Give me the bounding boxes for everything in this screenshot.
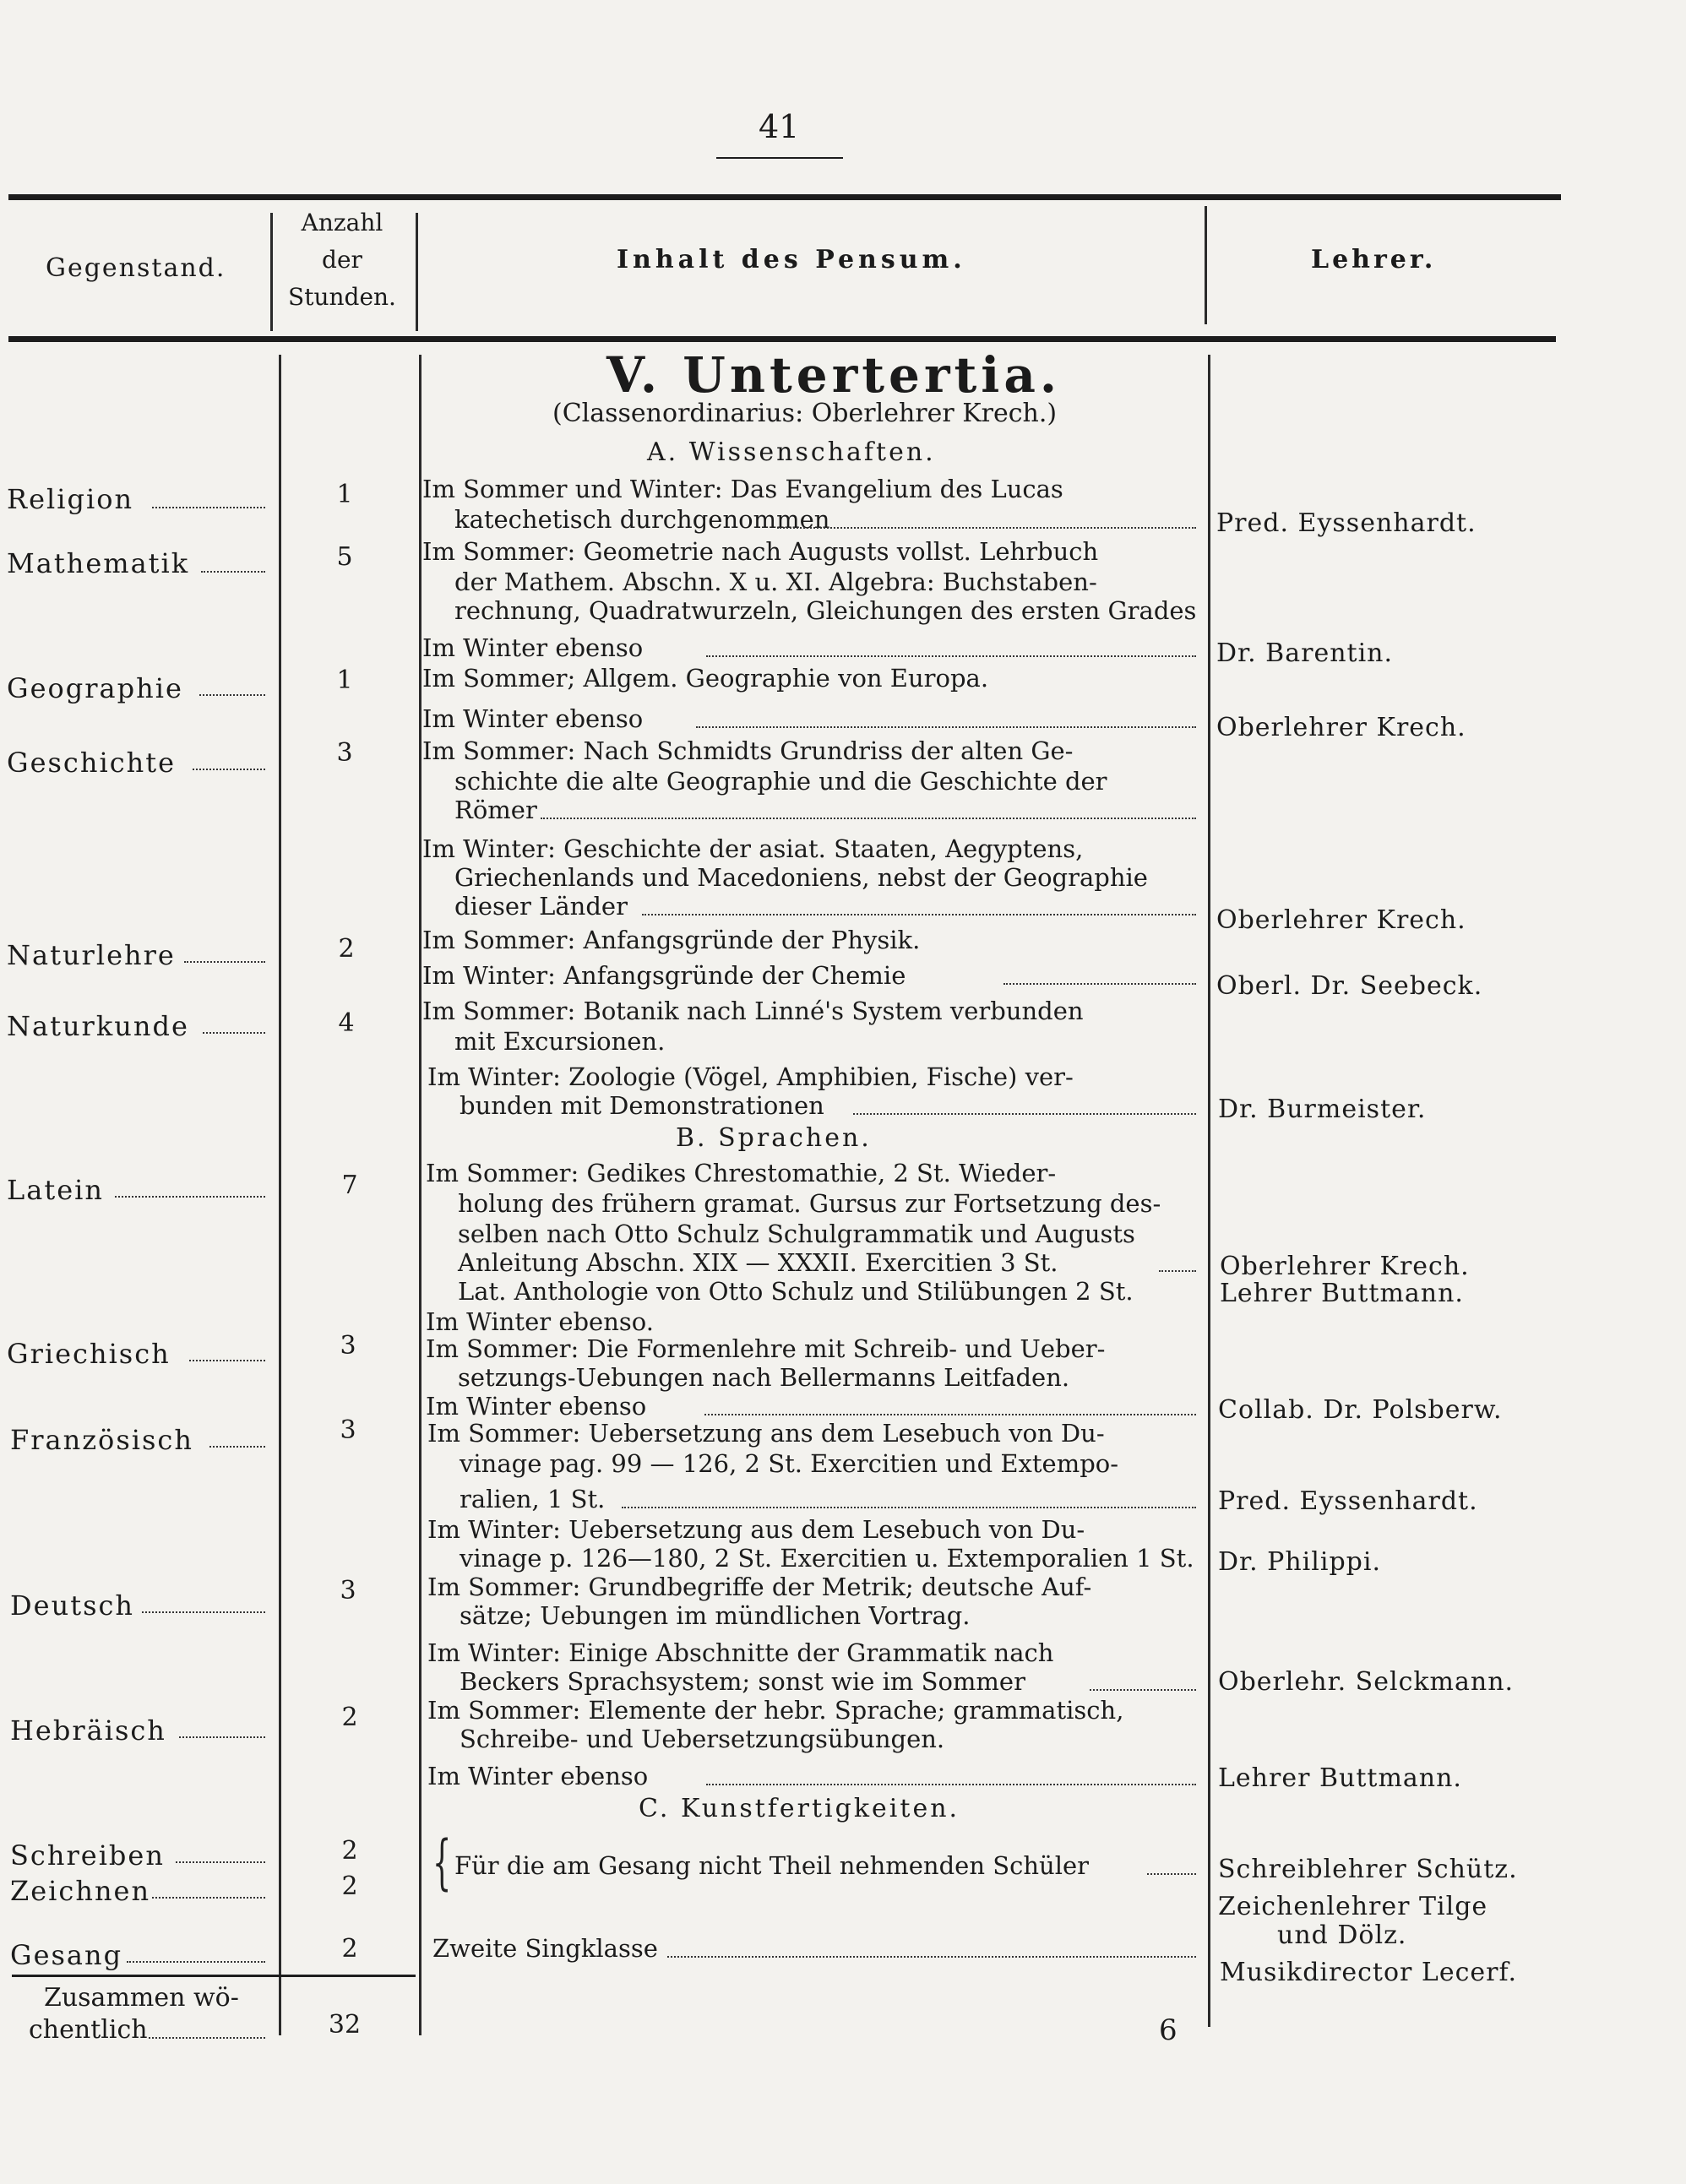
teacher: Oberlehrer Krech. bbox=[1216, 905, 1466, 935]
header-hours bbox=[279, 204, 405, 316]
total-hours: 32 bbox=[328, 2010, 362, 2040]
content-line: Im Sommer und Winter: Das Evangelium des Lucas bbox=[422, 475, 1063, 503]
content-leader bbox=[541, 818, 1196, 819]
content-line: Griechenlands und Macedoniens, nebst der Geographie bbox=[454, 863, 1148, 892]
hours-naturkunde: 4 bbox=[338, 1008, 355, 1038]
content-line: holung des frühern gramat. Gursus zur Fortsetzung des- bbox=[458, 1189, 1161, 1218]
content-line: Beckers Sprachsystem; sonst wie im Sommer bbox=[460, 1667, 1025, 1696]
subject-naturlehre: Naturlehre bbox=[7, 939, 176, 971]
teacher: Dr. Barentin. bbox=[1216, 638, 1394, 668]
content-line: der Mathem. Abschn. X u. XI. Algebra: Buchstaben- bbox=[454, 568, 1097, 596]
brace-icon: { bbox=[432, 1828, 452, 1897]
header-teacher: Lehrer. bbox=[1311, 245, 1437, 274]
content-leader bbox=[853, 1113, 1196, 1115]
content-leader bbox=[706, 655, 1196, 657]
teacher: Zeichenlehrer Tilge bbox=[1218, 1892, 1488, 1921]
page-number-underline bbox=[716, 157, 843, 159]
content-leader bbox=[667, 1956, 1196, 1958]
subject-hebraeisch: Hebräisch bbox=[10, 1714, 166, 1747]
content-line: Im Winter: Geschichte der asiat. Staaten, Aegyptens, bbox=[422, 834, 1084, 863]
content-line: Schreibe- und Uebersetzungsübungen. bbox=[460, 1725, 945, 1753]
subject-leader bbox=[179, 1736, 265, 1738]
content-line: Für die am Gesang nicht Theil nehmenden Schüler bbox=[454, 1851, 1089, 1880]
content-line: rechnung, Quadratwurzeln, Gleichungen des ersten Grades bbox=[454, 596, 1197, 625]
subject-leader bbox=[127, 1961, 265, 1963]
content-line: Im Sommer: Geometrie nach Augusts vollst. Lehrbuch bbox=[422, 537, 1099, 566]
body-divider-2 bbox=[419, 355, 422, 2035]
teacher: Oberlehr. Selckmann. bbox=[1218, 1667, 1515, 1697]
content-line: dieser Länder bbox=[454, 892, 628, 921]
content-line: Im Winter: Uebersetzung aus dem Lesebuch von Du- bbox=[427, 1515, 1085, 1544]
teacher: Pred. Eyssenhardt. bbox=[1218, 1486, 1478, 1516]
subject-zeichnen: Zeichnen bbox=[10, 1875, 151, 1907]
content-line: ralien, 1 St. bbox=[460, 1485, 606, 1513]
signature-mark: 6 bbox=[1159, 2013, 1177, 2047]
teacher: Musikdirector Lecerf. bbox=[1220, 1958, 1518, 1987]
header-subject: Gegenstand. bbox=[46, 253, 226, 283]
content-line: Im Sommer: Anfangsgründe der Physik. bbox=[422, 926, 921, 954]
content-line: Anleitung Abschn. XIX — XXXII. Exercitien 3 St. bbox=[458, 1248, 1058, 1277]
body-divider-1 bbox=[279, 355, 281, 2035]
teacher: Dr. Burmeister. bbox=[1218, 1095, 1427, 1124]
content-line: Zweite Singklasse bbox=[432, 1934, 658, 1963]
teacher: Collab. Dr. Polsberw. bbox=[1218, 1395, 1503, 1425]
subject-leader bbox=[142, 1611, 265, 1613]
content-line: Im Sommer: Nach Schmidts Grundriss der alten Ge- bbox=[422, 736, 1074, 765]
hours-latein: 7 bbox=[341, 1171, 358, 1200]
subject-schreiben: Schreiben bbox=[10, 1839, 165, 1872]
subject-leader bbox=[176, 1861, 265, 1863]
content-line: Im Sommer; Allgem. Geographie von Europa. bbox=[422, 664, 989, 693]
content-line: bunden mit Demonstrationen bbox=[460, 1091, 824, 1120]
subject-griechisch: Griechisch bbox=[7, 1338, 171, 1370]
content-leader bbox=[1159, 1270, 1196, 1272]
teacher: Oberlehrer Krech. bbox=[1220, 1252, 1470, 1281]
top-rule bbox=[8, 194, 1561, 200]
header-bottom-rule bbox=[8, 336, 1556, 342]
subject-religion: Religion bbox=[7, 483, 134, 515]
subject-leader bbox=[152, 1897, 265, 1899]
section-c-heading: C. Kunstfertigkeiten. bbox=[639, 1794, 960, 1823]
subject-naturkunde: Naturkunde bbox=[7, 1010, 189, 1042]
subject-leader bbox=[199, 694, 265, 696]
subject-gesang: Gesang bbox=[10, 1939, 123, 1971]
section-a-heading: A. Wissenschaften. bbox=[647, 437, 936, 467]
teacher: und Dölz. bbox=[1277, 1921, 1407, 1950]
content-leader bbox=[704, 1414, 1196, 1415]
content-line: vinage pag. 99 — 126, 2 St. Exercitien und Extempo- bbox=[460, 1449, 1119, 1478]
content-line: Im Sommer: Uebersetzung ans dem Lesebuch von Du- bbox=[427, 1419, 1105, 1448]
content-line: Lat. Anthologie von Otto Schulz und Stilübungen 2 St. bbox=[458, 1277, 1134, 1306]
content-line: Im Sommer: Die Formenlehre mit Schreib- und Ueber- bbox=[426, 1334, 1106, 1363]
header-divider-2 bbox=[416, 213, 418, 331]
subject-leader bbox=[201, 571, 265, 573]
content-line: Im Winter: Anfangsgründe der Chemie bbox=[422, 961, 906, 990]
hours-geschichte: 3 bbox=[336, 738, 353, 768]
header-hours-line-1: Anzahl bbox=[301, 209, 383, 236]
teacher: Schreiblehrer Schütz. bbox=[1218, 1855, 1518, 1884]
hours-naturlehre: 2 bbox=[338, 934, 355, 964]
subject-franzoesisch: Französisch bbox=[10, 1424, 193, 1456]
content-line: sätze; Uebungen im mündlichen Vortrag. bbox=[460, 1601, 971, 1630]
content-line: Im Sommer: Gedikes Chrestomathie, 2 St. Wieder- bbox=[426, 1159, 1057, 1187]
subject-leader bbox=[115, 1196, 265, 1198]
hours-religion: 1 bbox=[336, 480, 353, 509]
teacher: Dr. Philippi. bbox=[1218, 1547, 1381, 1577]
subject-leader bbox=[193, 769, 265, 770]
hours-gesang: 2 bbox=[341, 1934, 358, 1964]
teacher: Lehrer Buttmann. bbox=[1220, 1279, 1464, 1308]
section-b-heading: B. Sprachen. bbox=[676, 1123, 872, 1153]
content-line: setzungs-Uebungen nach Bellermanns Leitfaden. bbox=[458, 1363, 1070, 1392]
content-leader bbox=[706, 1784, 1196, 1785]
subject-deutsch: Deutsch bbox=[10, 1589, 135, 1622]
page-number: 41 bbox=[759, 108, 800, 145]
teacher: Lehrer Buttmann. bbox=[1218, 1763, 1462, 1793]
hours-geographie: 1 bbox=[336, 666, 353, 695]
subject-leader bbox=[189, 1360, 265, 1361]
content-line: Im Winter ebenso bbox=[426, 1392, 647, 1421]
content-line: Im Sommer: Grundbegriffe der Metrik; deutsche Auf- bbox=[427, 1573, 1092, 1601]
content-leader bbox=[622, 1507, 1196, 1508]
content-line: Im Winter ebenso bbox=[427, 1762, 649, 1790]
teacher: Oberlehrer Krech. bbox=[1216, 713, 1466, 742]
content-line: Im Winter ebenso bbox=[422, 704, 644, 733]
header-hours-line-3: Stunden. bbox=[288, 283, 396, 311]
content-line: selben nach Otto Schulz Schulgrammatik und Augusts bbox=[458, 1220, 1135, 1248]
total-leader bbox=[149, 2037, 265, 2039]
total-label-line-1: Zusammen wö- bbox=[44, 1983, 239, 2013]
content-line: mit Excursionen. bbox=[454, 1027, 666, 1056]
hours-franzoesisch: 3 bbox=[340, 1415, 356, 1445]
content-leader bbox=[1003, 983, 1196, 985]
content-leader bbox=[777, 527, 1196, 529]
content-line: Im Sommer: Elemente der hebr. Sprache; grammatisch, bbox=[427, 1696, 1124, 1725]
subject-leader bbox=[203, 1032, 265, 1034]
hours-mathematik: 5 bbox=[336, 542, 353, 572]
content-line: Im Winter: Einige Abschnitte der Grammatik nach bbox=[427, 1638, 1054, 1667]
teacher: Oberl. Dr. Seebeck. bbox=[1216, 971, 1483, 1001]
content-line: Römer bbox=[454, 796, 537, 824]
content-line: schichte die alte Geographie und die Geschichte der bbox=[454, 767, 1107, 796]
hours-griechisch: 3 bbox=[340, 1331, 356, 1361]
header-divider-3 bbox=[1205, 206, 1207, 324]
content-line: Im Winter ebenso. bbox=[426, 1307, 654, 1336]
teacher: Pred. Eyssenhardt. bbox=[1216, 508, 1477, 538]
content-leader bbox=[1090, 1689, 1196, 1691]
hours-hebraeisch: 2 bbox=[341, 1703, 358, 1732]
subject-latein: Latein bbox=[7, 1174, 104, 1206]
subject-mathematik: Mathematik bbox=[7, 547, 190, 579]
content-line: Im Sommer: Botanik nach Linné's System verbunden bbox=[422, 997, 1084, 1025]
subject-geschichte: Geschichte bbox=[7, 747, 177, 779]
class-ordinarius: (Classenordinarius: Oberlehrer Krech.) bbox=[552, 399, 1058, 428]
header-hours-line-2: der bbox=[322, 246, 362, 274]
content-leader bbox=[642, 914, 1196, 915]
hours-schreiben: 2 bbox=[341, 1836, 358, 1866]
content-leader bbox=[1147, 1873, 1196, 1875]
subject-geographie: Geographie bbox=[7, 672, 183, 704]
subject-leader bbox=[184, 961, 265, 963]
header-content: Inhalt des Pensum. bbox=[617, 245, 966, 274]
content-line: katechetisch durchgenommen bbox=[454, 505, 830, 534]
subject-leader bbox=[152, 507, 265, 508]
header-divider-1 bbox=[270, 213, 273, 331]
content-leader bbox=[696, 726, 1196, 728]
content-line: vinage p. 126—180, 2 St. Exercitien u. Extemporalien 1 St. bbox=[460, 1544, 1194, 1573]
total-rule bbox=[12, 1975, 416, 1977]
hours-zeichnen: 2 bbox=[341, 1872, 358, 1901]
subject-leader bbox=[209, 1446, 265, 1448]
class-title: V. Untertertia. bbox=[606, 346, 1062, 404]
content-line: Im Winter ebenso bbox=[422, 633, 644, 662]
total-label-line-2: chentlich bbox=[29, 2015, 148, 2045]
content-line: Im Winter: Zoologie (Vögel, Amphibien, Fische) ver- bbox=[427, 1062, 1074, 1091]
hours-deutsch: 3 bbox=[340, 1576, 356, 1605]
